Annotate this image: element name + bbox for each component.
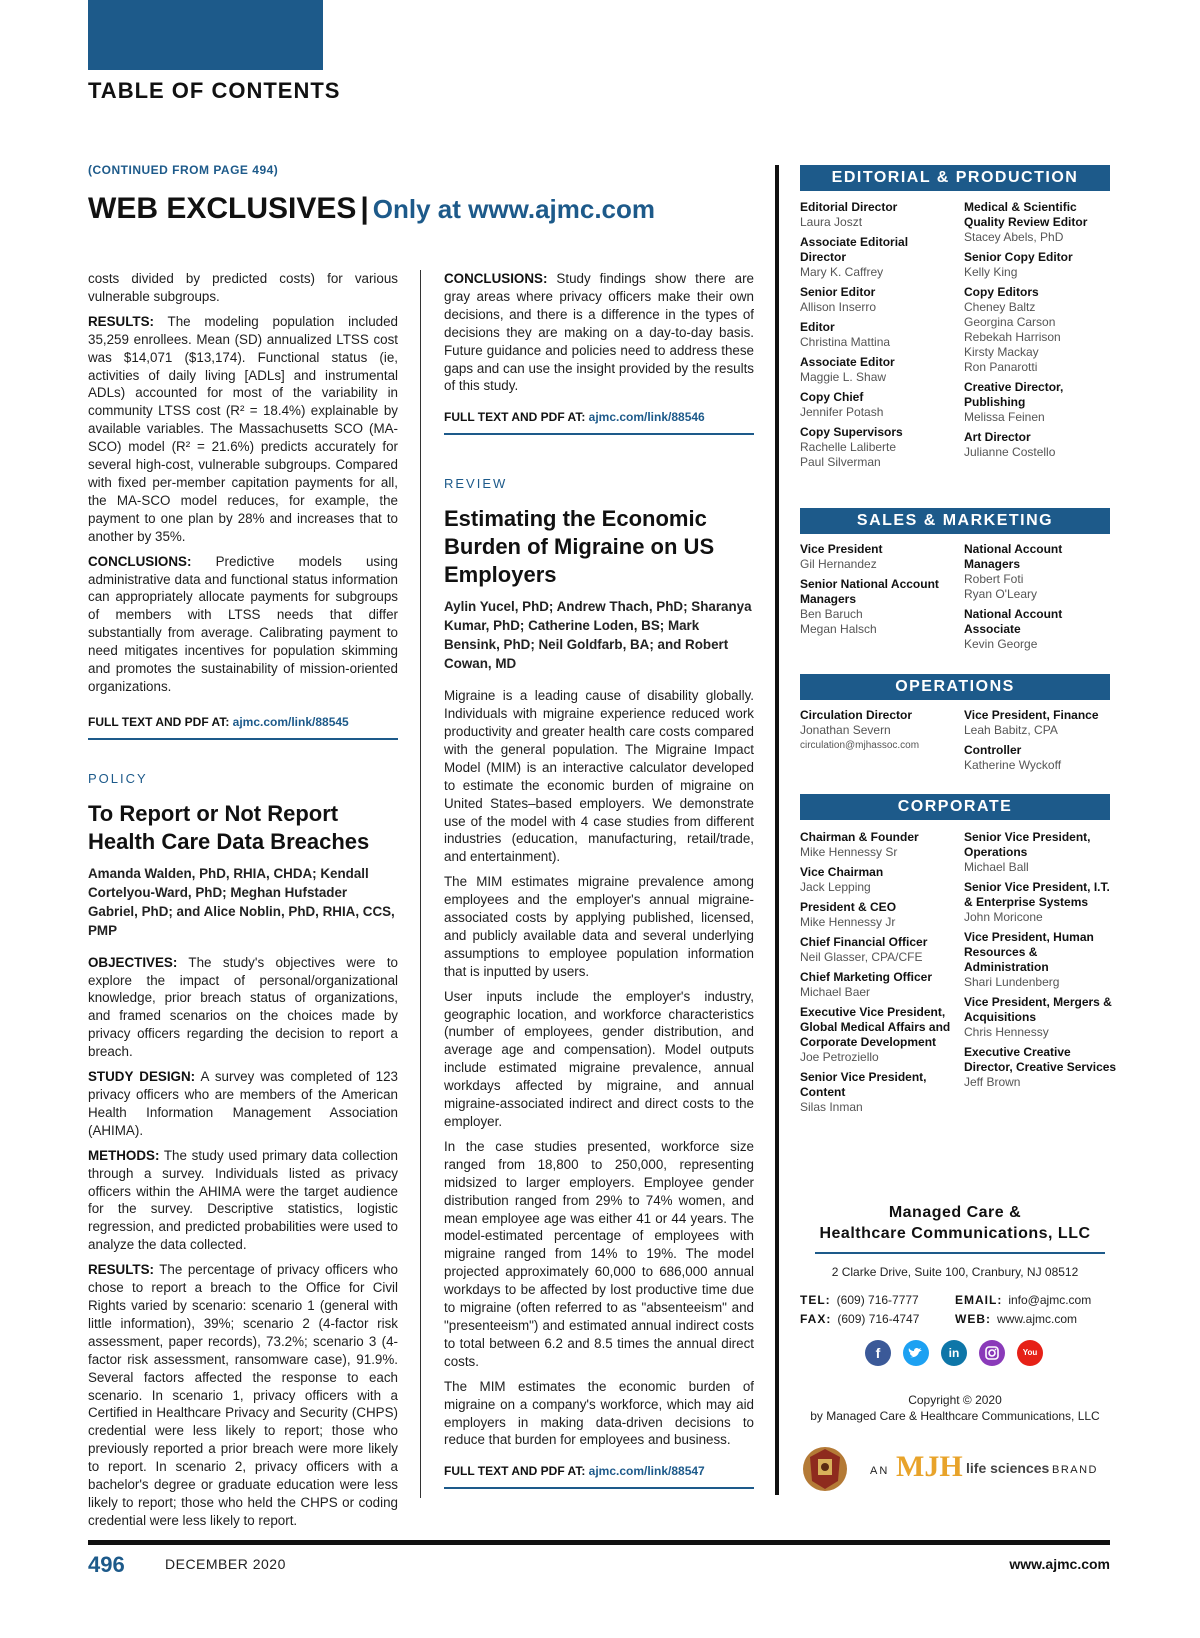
staff-name: Jennifer Potash xyxy=(800,405,884,419)
article-authors: Aylin Yucel, PhD; Andrew Thach, PhD; Sharanya Kumar, PhD; Catherine Loden, BS; Mark Bensink, PhD; Neil Goldfarb, BA; and Robert Cowan, MD xyxy=(444,599,752,672)
staff-name: Mike Hennessy Jr xyxy=(800,915,896,929)
web-exclusives-heading xyxy=(88,192,655,226)
staff-title: Circulation Director xyxy=(800,708,913,722)
editorial-heading: EDITORIAL & PRODUCTION xyxy=(800,165,1110,191)
staff-name: Paul Silverman xyxy=(800,455,881,469)
staff-entry xyxy=(800,200,955,230)
staff-entry xyxy=(800,1005,955,1065)
web-exclusives-link[interactable]: Only at www.ajmc.com xyxy=(372,194,656,224)
staff-entry xyxy=(964,880,1119,925)
linkedin-icon[interactable]: in xyxy=(941,1340,967,1366)
article-objectives: OBJECTIVES: The study's objectives were to explore the impact of personal/organizational knowledge, prior breach status of organizations, and framed scenarios on the choices made by privacy officers regarding the decision to report a breach. xyxy=(88,954,398,1060)
web-line: WEB: www.ajmc.com xyxy=(955,1312,1078,1326)
staff-title: National Account Associate xyxy=(964,607,1063,636)
staff-name: Stacey Abels, PhD xyxy=(964,230,1064,244)
staff-name: Allison Inserro xyxy=(800,300,877,314)
email-link[interactable]: info@ajmc.com xyxy=(1008,1293,1092,1307)
masthead-rule xyxy=(775,165,779,1495)
staff-column-left xyxy=(800,708,955,758)
staff-title: Executive Vice President, Global Medical Affairs and Corporate Development xyxy=(800,1005,951,1049)
web-exclusives-label: WEB EXCLUSIVES xyxy=(88,192,357,225)
article-methods: METHODS: The study used primary data collection through a survey. Individuals listed as privacy officers within the AHIMA were the target audience for the survey. Descriptive statistics, logistic regression, and predicted probabilities were used to analyze the data collected. xyxy=(88,1147,398,1253)
staff-entry xyxy=(800,865,955,895)
staff-entry xyxy=(800,970,955,1000)
staff-name: Maggie L. Shaw xyxy=(800,370,887,384)
staff-entry xyxy=(800,1070,955,1115)
article-results: RESULTS: The percentage of privacy officers who chose to report a breach to the Office for Civil Rights varied by scenario: scenario 1 (general with little information), 39%; scenario 2 (4-factor risk assessment, paper records), 73.2%; scenario 3 (4-factor risk assessment, ransomware case), 91.9%. Several factors affected the response to each scenario. In scenario 1, privacy officers with a Certified in Healthcare Privacy and Security (CHPS) credential were less likely to report; those who previously reported a prior breach were more likely to report. In scenario 2, privacy officers with a bachelor's degree or graduate education were less likely to report; those who held the CHPS or coding credential were less likely to report. xyxy=(88,1262,398,1528)
staff-entry xyxy=(800,900,955,930)
article-study-design: STUDY DESIGN: A survey was completed of 123 privacy officers who are members of the American Health Information Management Association (AHIMA). xyxy=(88,1069,398,1138)
article-authors: Amanda Walden, PhD, RHIA, CHDA; Kendall Cortelyou-Ward, PhD; Meghan Hufstader Gabriel, PhD; and Alice Noblin, PhD, RHIA, CCS, PMP xyxy=(88,865,395,938)
staff-entry xyxy=(800,425,955,470)
staff-column-right xyxy=(964,542,1119,657)
staff-name: Rebekah Harrison xyxy=(964,330,1061,344)
article-paragraph: costs divided by predicted costs) for various vulnerable subgroups. xyxy=(88,271,398,304)
staff-entry xyxy=(800,355,955,385)
staff-name: Laura Joszt xyxy=(800,215,863,229)
section-tag: REVIEW xyxy=(444,476,508,492)
staff-entry xyxy=(964,542,1119,602)
company-seal-logo xyxy=(800,1443,850,1493)
staff-name: Julianne Costello xyxy=(964,445,1056,459)
staff-entry xyxy=(964,430,1119,460)
staff-name: Mike Hennessy Sr xyxy=(800,845,898,859)
staff-title: Senior Vice President, I.T. & Enterprise Systems xyxy=(964,880,1110,909)
staff-entry xyxy=(964,250,1119,280)
staff-entry xyxy=(800,390,955,420)
article-title[interactable]: To Report or Not Report Health Care Data Breaches xyxy=(88,800,370,854)
staff-entry xyxy=(964,200,1119,245)
staff-title: Copy Supervisors xyxy=(800,425,903,439)
article-paragraph: The MIM estimates migraine prevalence among employees and the employer's annual migraine-associated costs by applying published, licensed, and publicly available data and several underlying assumptions to employee population information that is inputted by users. xyxy=(444,874,754,979)
footer-url[interactable]: www.ajmc.com xyxy=(1009,1556,1110,1572)
staff-name: Cheney Baltz xyxy=(964,300,1036,314)
staff-name: Kirsty Mackay xyxy=(964,345,1039,359)
company-address: 2 Clarke Drive, Suite 100, Cranbury, NJ 08512 xyxy=(831,1265,1079,1279)
full-text-link-row: FULL TEXT AND PDF AT: ajmc.com/link/88545 xyxy=(88,714,398,740)
full-text-link[interactable]: ajmc.com/link/88545 xyxy=(232,714,349,729)
staff-title: Copy Editors xyxy=(964,285,1039,299)
staff-column-left xyxy=(800,830,955,1120)
staff-name: Kelly King xyxy=(964,265,1018,279)
staff-title: Vice President xyxy=(800,542,883,556)
page-number: 496 xyxy=(88,1552,125,1577)
operations-heading: OPERATIONS xyxy=(800,674,1110,700)
staff-entry xyxy=(964,995,1119,1040)
heading-separator: | xyxy=(360,192,369,225)
article-paragraph: The MIM estimates the economic burden of migraine on a company's workforce, which may aid employers in making data-driven decisions to reduce that burden for employees and business. xyxy=(444,1378,754,1448)
staff-name: Chris Hennessy xyxy=(964,1025,1049,1039)
header-color-block xyxy=(88,0,323,70)
staff-name: Shari Lundenberg xyxy=(964,975,1060,989)
staff-title: Chief Financial Officer xyxy=(800,935,928,949)
staff-name: Ryan O'Leary xyxy=(964,587,1037,601)
article-conclusions: CONCLUSIONS: Predictive models using administrative data and functional status information can appropriately allocate payments for subgroups of members with LTSS needs that differ substantially from average. Calibrating payment to need mitigates incentives for population skimming and promotes the sustainability of mission-oriented organizations. xyxy=(88,553,398,694)
staff-column-right xyxy=(964,200,1119,465)
full-text-link-row: FULL TEXT AND PDF AT: ajmc.com/link/88546 xyxy=(444,409,754,435)
youtube-icon[interactable]: You xyxy=(1017,1340,1043,1366)
copyright-notice: Copyright © 2020 by Managed Care & Healthcare Communications, LLC xyxy=(810,1393,1100,1423)
staff-title: Medical & Scientific Quality Review Editor xyxy=(964,200,1088,229)
instagram-icon[interactable] xyxy=(979,1340,1005,1366)
sales-heading: SALES & MARKETING xyxy=(800,508,1110,534)
staff-title: Associate Editor xyxy=(800,355,895,369)
article-title[interactable]: Estimating the Economic Burden of Migraine on US Employers xyxy=(444,506,715,588)
staff-name: Ron Panarotti xyxy=(964,360,1038,374)
social-icons xyxy=(865,1340,1065,1368)
fax-line: FAX: (609) 716-4747 xyxy=(800,1312,920,1326)
staff-entry xyxy=(800,830,955,860)
staff-entry xyxy=(964,607,1119,652)
staff-name: Christina Mattina xyxy=(800,335,891,349)
staff-name: Megan Halsch xyxy=(800,622,877,636)
staff-title: Controller xyxy=(964,743,1022,757)
staff-name: Joe Petroziello xyxy=(800,1050,879,1064)
staff-title: Vice President, Mergers & Acquisitions xyxy=(964,995,1112,1024)
staff-name: Gil Hernandez xyxy=(800,557,877,571)
staff-entry xyxy=(800,285,955,315)
staff-name: Silas Inman xyxy=(800,1100,863,1114)
staff-entry xyxy=(800,235,955,280)
corporate-heading: CORPORATE xyxy=(800,794,1110,820)
article-column-left xyxy=(88,270,398,1537)
article-conclusions: CONCLUSIONS: Study findings show there are gray areas where privacy officers make their own decisions, and there is a difference in the types of decisions they are making on a day-to-day basis. Future guidance and policies need to address these gaps and can use the insight provided by the results of this study. xyxy=(444,271,754,394)
staff-title: Senior Editor xyxy=(800,285,876,299)
staff-title: Executive Creative Director, Creative Services xyxy=(964,1045,1117,1074)
staff-title: Editor xyxy=(800,320,835,334)
staff-title: Associate Editorial Director xyxy=(800,235,909,264)
staff-entry xyxy=(964,830,1119,875)
footer-rule xyxy=(88,1540,1110,1545)
staff-title: Vice Chairman xyxy=(800,865,884,879)
staff-title: President & CEO xyxy=(800,900,897,914)
staff-name: Mary K. Caffrey xyxy=(800,265,884,279)
staff-title: Vice President, Human Resources & Administration xyxy=(964,930,1094,974)
staff-name: Neil Glasser, CPA/CFE xyxy=(800,950,923,964)
staff-entry xyxy=(800,542,955,572)
staff-title: Editorial Director xyxy=(800,200,898,214)
staff-name: Leah Babitz, CPA xyxy=(964,723,1058,737)
email-line: EMAIL: info@ajmc.com xyxy=(955,1293,1092,1307)
column-divider xyxy=(420,270,421,1498)
staff-name: Jack Lepping xyxy=(800,880,871,894)
article-column-middle xyxy=(444,270,754,1489)
staff-entry xyxy=(964,743,1119,773)
staff-entry xyxy=(800,577,955,637)
full-text-link[interactable]: ajmc.com/link/88546 xyxy=(588,410,705,425)
staff-name: Jonathan Severn xyxy=(800,723,891,737)
staff-name: Ben Baruch xyxy=(800,607,863,621)
staff-column-left xyxy=(800,200,955,475)
staff-name: John Moricone xyxy=(964,910,1043,924)
continued-note: (CONTINUED FROM PAGE 494) xyxy=(88,163,279,177)
staff-entry xyxy=(964,285,1119,375)
staff-title: Creative Director, Publishing xyxy=(964,380,1064,409)
staff-title: Chief Marketing Officer xyxy=(800,970,933,984)
staff-title: Senior National Account Managers xyxy=(800,577,939,606)
staff-column-right xyxy=(964,830,1119,1095)
staff-title: Copy Chief xyxy=(800,390,864,404)
staff-title: Chairman & Founder xyxy=(800,830,919,844)
staff-title: National Account Managers xyxy=(964,542,1063,571)
article-paragraph: User inputs include the employer's industry, geographic location, and workforce characteristics (number of employees, gender distribution, and average age and compensation). Model outputs include estimated migraine prevalence, annual workdays affected by migraine, and annual migraine-associated indirect and direct costs to the employer. xyxy=(444,988,754,1129)
staff-entry xyxy=(800,708,955,753)
staff-column-right xyxy=(964,708,1119,778)
web-link[interactable]: www.ajmc.com xyxy=(997,1312,1078,1326)
staff-name: Robert Foti xyxy=(964,572,1024,586)
twitter-icon[interactable] xyxy=(903,1340,929,1366)
staff-title: Senior Vice President, Content xyxy=(800,1070,927,1099)
staff-name: Kevin George xyxy=(964,637,1038,651)
staff-column-left xyxy=(800,542,955,642)
full-text-link-row: FULL TEXT AND PDF AT: ajmc.com/link/88547 xyxy=(444,1463,754,1489)
staff-name: Rachelle Laliberte xyxy=(800,440,897,454)
company-name: Managed Care & Healthcare Communications, LLC xyxy=(819,1204,1091,1242)
staff-name: Michael Ball xyxy=(964,860,1029,874)
staff-email[interactable]: circulation@mjhassoc.com xyxy=(800,740,920,751)
staff-name: Georgina Carson xyxy=(964,315,1056,329)
staff-entry xyxy=(800,320,955,350)
staff-name: Jeff Brown xyxy=(964,1075,1021,1089)
staff-entry xyxy=(964,708,1119,738)
staff-entry xyxy=(800,935,955,965)
issue-date: DECEMBER 2020 xyxy=(165,1556,286,1572)
staff-entry xyxy=(964,1045,1119,1090)
company-divider xyxy=(815,1252,1105,1254)
article-paragraph: In the case studies presented, workforce size ranged from 18,800 to 250,000, representing midsized to larger employers. Employee gender distribution ranged from 29% to 74% women, and mean employee age was either 41 or 44 years. The model-estimated percentage of employees with migraine ranged from 14% to 19%. The model projected approximately 60,000 to 686,000 annual workdays to be affected by lost productive time due to migraine (often referred to as "absenteeism" and "presenteeism") and estimated annual indirect costs to total between 6.2 and 8.5 times the annual direct costs. xyxy=(444,1138,754,1369)
page-section-title: TABLE OF CONTENTS xyxy=(88,78,341,103)
article-results: RESULTS: The modeling population included 35,259 enrollees. Mean (SD) annualized LTSS cost was $14,071 ($13,174). Functional status (ie, activities of daily living [ADLs] and instrumental ADLs) accounted for most of the variability in community LTSS cost (R² = 18.4%) explainable by available variables. The Massachusetts SCO (MA-SCO) model (R² = 21.6%) predicts accurately for several high-cost, vulnerable subgroups. Compared with fixed per-member capitation payments for all, the MA-SCO model reduces, for example, the payment to one plan by 28% and increases that to another by 35%. xyxy=(88,313,398,544)
staff-name: Katherine Wyckoff xyxy=(964,758,1062,772)
staff-title: Vice President, Finance xyxy=(964,708,1099,722)
tel-line: TEL: (609) 716-7777 xyxy=(800,1293,919,1307)
staff-title: Senior Copy Editor xyxy=(964,250,1073,264)
section-tag: POLICY xyxy=(88,770,148,786)
article-paragraph: Migraine is a leading cause of disability globally. Individuals with migraine experience reduced work productivity and greater health care costs compared with the general population. The Migraine Impact Model (MIM) is an interactive calculator developed to estimate the economic burden of migraine on United States–based employers. We demonstrate use of the model with 4 case studies from different industries (education, manufacturing, retail/trade, and entertainment). xyxy=(444,688,754,865)
facebook-icon[interactable]: f xyxy=(865,1340,891,1366)
full-text-link[interactable]: ajmc.com/link/88547 xyxy=(588,1464,705,1479)
staff-title: Senior Vice President, Operations xyxy=(964,830,1091,859)
staff-title: Art Director xyxy=(964,430,1031,444)
mjh-brand-logo: AN MJH life sciences BRAND xyxy=(870,1450,1099,1483)
staff-entry xyxy=(964,380,1119,425)
staff-name: Melissa Feinen xyxy=(964,410,1045,424)
staff-entry xyxy=(964,930,1119,990)
staff-name: Michael Baer xyxy=(800,985,871,999)
